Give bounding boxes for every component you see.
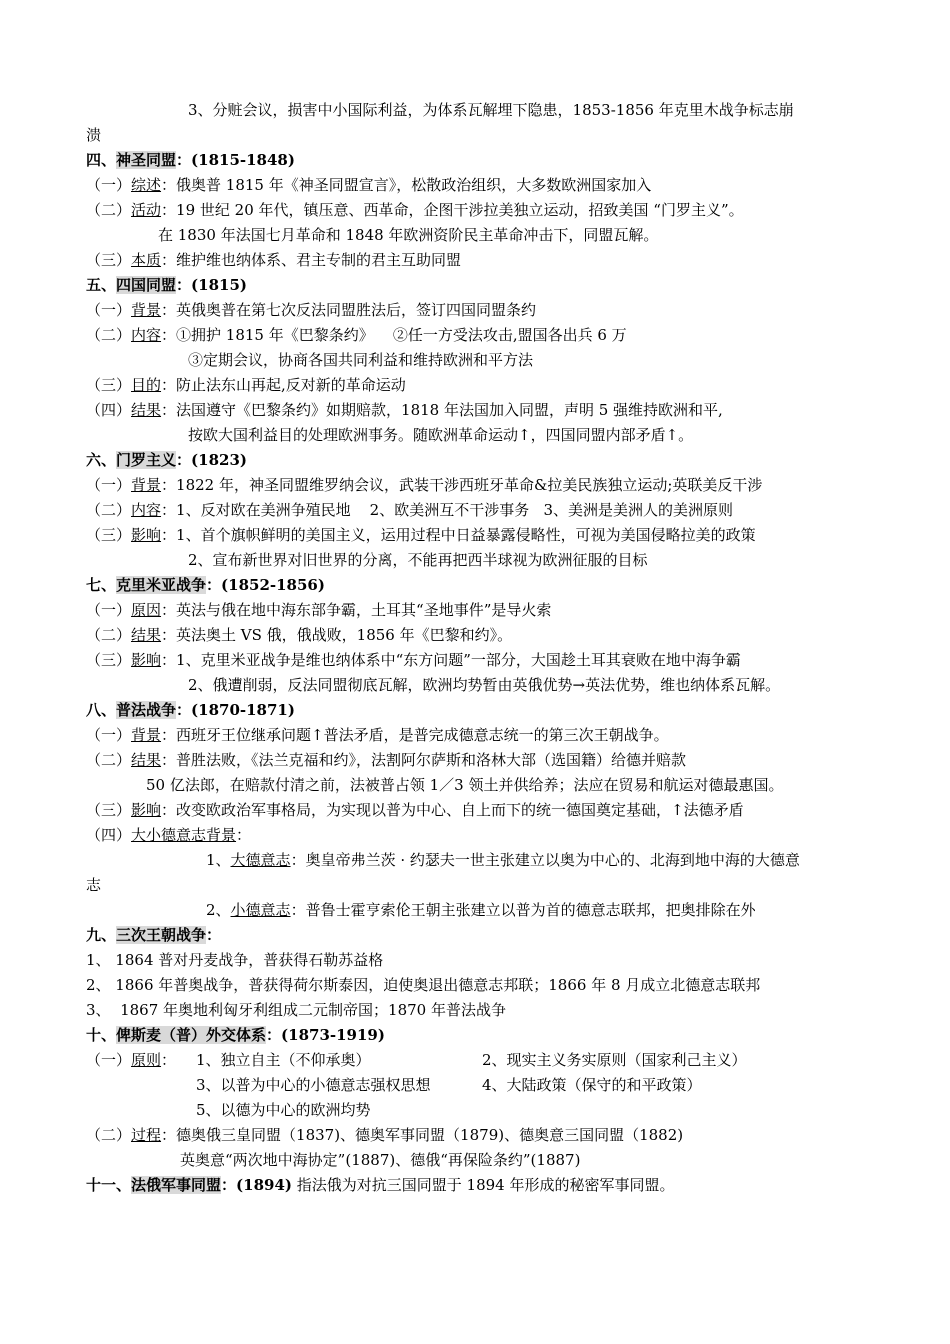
item-label: 结果 [131, 401, 162, 419]
principle-item: 1、独立自主（不仰承奥） [196, 1051, 371, 1069]
item-line [86, 725, 669, 745]
item-text: ：1、首个旗帜鲜明的美国主义，运用过程中日益暴露侵略性，可视为美国侵略拉美的政策 [161, 526, 756, 544]
heading-prefix: 九、 [86, 926, 117, 944]
item-label: 目的 [131, 376, 162, 394]
section-heading-crimean-war [86, 575, 325, 595]
item-num: （二） [86, 626, 132, 644]
heading-title: 四国同盟 [116, 276, 177, 294]
sub-item-text: ：普鲁士霍亨索伦王朝主张建立以普为首的德意志联邦，把奥排除在外 [290, 901, 756, 919]
item-label: 本质 [131, 251, 162, 269]
heading-title: 克里米亚战争 [116, 576, 207, 594]
heading-prefix: 五、 [86, 276, 117, 294]
item-label: 内容 [131, 501, 162, 519]
item-line [86, 475, 762, 495]
heading-years: ：(1870-1871) [176, 701, 295, 719]
item-num: （二） [86, 201, 132, 219]
item-line [86, 300, 536, 320]
item-text: ：普胜法败，《法兰克福和约》，法割阿尔萨斯和洛林大部（选国籍）给德并赔款 [161, 751, 687, 769]
item-num: （三） [86, 376, 132, 394]
sub-item-label: 小德意志 [230, 901, 291, 919]
item-text: ：西班牙王位继承问题↑普法矛盾，是普完成德意志统一的第三次王朝战争。 [161, 726, 669, 744]
heading-prefix: 四、 [86, 151, 117, 169]
sub-item-text: ：奥皇帝弗兰茨 · 约瑟夫一世主张建立以奥为中心的、北海到地中海的大德意 [290, 851, 800, 869]
heading-prefix: 十一、 [86, 1176, 132, 1194]
section-heading-quadruple-alliance [86, 275, 247, 295]
item-line [86, 750, 686, 770]
section-heading-three-dynastic-wars [86, 925, 221, 945]
item-text: ：改变欧政治军事格局，为实现以普为中心、自上而下的统一德国奠定基础，↑法德矛盾 [161, 801, 744, 819]
item-label: 过程 [131, 1126, 162, 1144]
heading-prefix: 八、 [86, 701, 117, 719]
heading-text: 指法俄为对抗三国同盟于 1894 年形成的秘密军事同盟。 [291, 1176, 675, 1194]
item-text: ：法国遵守《巴黎条约》如期赔款，1818 年法国加入同盟，声明 5 强维持欧洲和平, [161, 401, 723, 419]
heading-prefix: 十、 [86, 1026, 117, 1044]
item-num: （四） [86, 401, 132, 419]
item-text: ：1、反对欧在美洲争殖民地 2、欧美洲互不干涉事务 3、美洲是美洲人的美洲原则 [161, 501, 734, 519]
list-line: 3、 1867 年奥地利匈牙利组成二元制帝国；1870 年普法战争 [86, 1001, 506, 1019]
section-heading-holy-alliance [86, 150, 295, 170]
item-label: 影响 [131, 651, 162, 669]
item-cont: ③定期会议，协商各国共同利益和维持欧洲和平方法 [188, 351, 534, 369]
heading-prefix: 六、 [86, 451, 117, 469]
heading-years: ：(1815-1848) [176, 151, 295, 169]
item-num: （一） [86, 476, 132, 494]
item-text: ：维护维也纳体系、君主专制的君主互助同盟 [161, 251, 462, 269]
item-num: （一） [86, 301, 132, 319]
section-heading-franco-prussian-war [86, 700, 295, 720]
item-label: 综述 [131, 176, 162, 194]
heading-years: ：(1815) [176, 276, 247, 294]
principle-item: 3、以普为中心的小德意志强权思想 [196, 1076, 431, 1094]
heading-title: 俾斯麦（普）外交体系 [116, 1026, 267, 1044]
item-num: （一） [86, 726, 132, 744]
heading-title: 门罗主义 [116, 451, 177, 469]
sub-item-line [206, 850, 800, 870]
sub-item-line [206, 900, 756, 920]
item-line [86, 325, 627, 345]
item-num: （二） [86, 751, 132, 769]
principle-item: 2、现实主义务实原则（国家利己主义） [482, 1051, 747, 1069]
item-label: 背景 [131, 476, 162, 494]
item-num: （三） [86, 251, 132, 269]
principle-item: 4、大陆政策（保守的和平政策） [482, 1076, 702, 1094]
item-text: ：英俄奥普在第七次反法同盟胜法后，签订四国同盟条约 [161, 301, 537, 319]
item-cont: 50 亿法郎，在赔款付清之前，法被普占领 1／3 领土并供给养；法应在贸易和航运对德最惠国。 [146, 776, 784, 794]
principle-item: 5、以德为中心的欧洲均势 [196, 1101, 371, 1119]
list-line: 1、 1864 普对丹麦战争，普获得石勒苏益格 [86, 951, 384, 969]
item-label: 大小德意志背景 [131, 826, 237, 844]
heading-prefix: 七、 [86, 576, 117, 594]
item-num: （二） [86, 1126, 132, 1144]
item-text: ：防止法东山再起,反对新的革命运动 [161, 376, 406, 394]
s3-line: 3、分赃会议，损害中小国际利益，为体系瓦解埋下隐患，1853-1856 年克里木战争标志崩 [188, 101, 794, 119]
heading-years: ：(1823) [176, 451, 247, 469]
item-line [86, 1050, 176, 1070]
item-text: ：德奥俄三皇同盟（1837)、德奥军事同盟（1879)、德奥意三国同盟（1882) [161, 1126, 684, 1144]
section-heading-monroe-doctrine [86, 450, 247, 470]
item-line [86, 525, 756, 545]
item-text: ：19 世纪 20 年代，镇压意、西革命，企图干涉拉美独立运动，招致美国 “门罗主义”。 [161, 201, 744, 219]
heading-title: 普法战争 [116, 701, 177, 719]
item-label: 原则 [131, 1051, 162, 1069]
item-line [86, 200, 744, 220]
item-num: （一） [86, 601, 132, 619]
heading-title: 三次王朝战争 [116, 926, 207, 944]
item-cont: 英奥意“两次地中海协定”(1887)、德俄“再保险条约”(1887) [180, 1151, 581, 1169]
heading-title: 法俄军事同盟 [131, 1176, 222, 1194]
item-num: （二） [86, 501, 132, 519]
item-label: 原因 [131, 601, 162, 619]
item-cont: 2、宣布新世界对旧世界的分离，不能再把西半球视为欧洲征服的目标 [188, 551, 648, 569]
item-cont: 在 1830 年法国七月革命和 1848 年欧洲资阶民主革命冲击下，同盟瓦解。 [158, 226, 659, 244]
item-label: 背景 [131, 726, 162, 744]
item-text: ：英法与俄在地中海东部争霸，土耳其“圣地事件”是导火索 [161, 601, 552, 619]
section-heading-bismarck-system [86, 1025, 385, 1045]
item-line [86, 400, 723, 420]
item-line [86, 175, 651, 195]
item-label: 内容 [131, 326, 162, 344]
item-num: （三） [86, 526, 132, 544]
sub-item-num: 2、 [206, 901, 231, 919]
item-label: 结果 [131, 751, 162, 769]
item-line [86, 500, 733, 520]
item-text: ：①拥护 1815 年《巴黎条约》 ②任一方受法攻击,盟国各出兵 6 万 [161, 326, 627, 344]
item-num: （一） [86, 1051, 132, 1069]
item-line [86, 825, 251, 845]
heading-years: ： [206, 926, 222, 944]
heading-years: ：(1873-1919) [266, 1026, 385, 1044]
item-line [86, 375, 406, 395]
item-cont: 2、俄遭削弱，反法同盟彻底瓦解，欧洲均势暂由英俄优势→英法优势，维也纳体系瓦解。 [188, 676, 781, 694]
item-line [86, 800, 744, 820]
item-text: ： [236, 826, 252, 844]
item-num: （二） [86, 326, 132, 344]
item-label: 活动 [131, 201, 162, 219]
item-line [86, 1125, 683, 1145]
sub-item-num: 1、 [206, 851, 231, 869]
item-num: （四） [86, 826, 132, 844]
item-sep: ： [161, 1051, 177, 1069]
item-label: 影响 [131, 526, 162, 544]
item-label: 背景 [131, 301, 162, 319]
list-line: 2、 1866 年普奥战争，普获得荷尔斯泰因，迫使奥退出德意志邦联；1866 年 8 月成立北德意志联邦 [86, 976, 761, 994]
item-line [86, 250, 461, 270]
item-num: （三） [86, 651, 132, 669]
item-text: ：英法奥土 VS 俄，俄战败，1856 年《巴黎和约》。 [161, 626, 513, 644]
item-num: （三） [86, 801, 132, 819]
item-num: （一） [86, 176, 132, 194]
item-label: 影响 [131, 801, 162, 819]
item-text: ：1822 年，神圣同盟维罗纳会议，武装干涉西班牙革命&拉美民族独立运动;英联美反干涉 [161, 476, 763, 494]
item-text: ：俄奥普 1815 年《神圣同盟宣言》，松散政治组织，大多数欧洲国家加入 [161, 176, 652, 194]
item-line [86, 625, 512, 645]
item-text: ：1、克里米亚战争是维也纳体系中“东方问题”一部分，大国趁土耳其衰败在地中海争霸 [161, 651, 741, 669]
heading-years: ：(1894) [221, 1176, 292, 1194]
sub-item-label: 大德意志 [230, 851, 291, 869]
s3-line-cont: 溃 [86, 126, 102, 144]
heading-title: 神圣同盟 [116, 151, 177, 169]
section-heading-franco-russian-alliance [86, 1175, 674, 1195]
heading-years: ：(1852-1856) [206, 576, 325, 594]
item-cont: 按欧大国利益目的处理欧洲事务。随欧洲革命运动↑，四国同盟内部矛盾↑。 [188, 426, 694, 444]
item-label: 结果 [131, 626, 162, 644]
item-line [86, 600, 551, 620]
sub-item-cont: 志 [86, 876, 102, 894]
item-line [86, 650, 741, 670]
